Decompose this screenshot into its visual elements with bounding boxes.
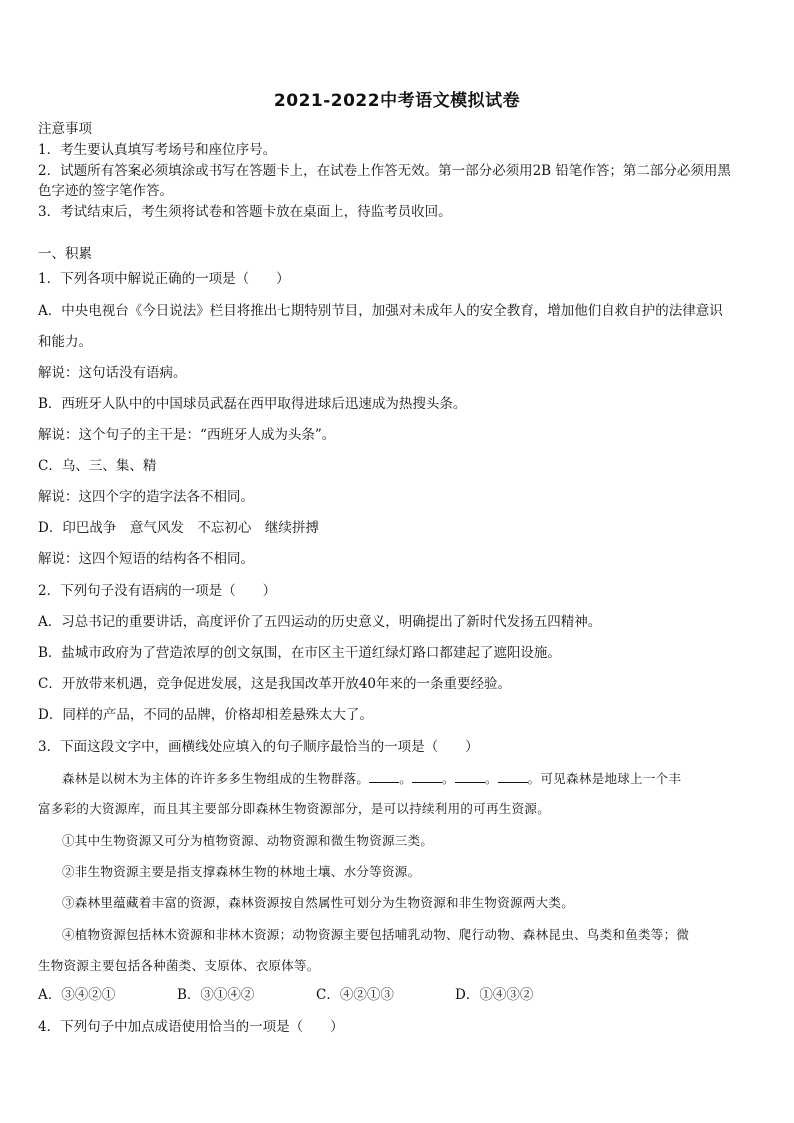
q1-option-d: D．印巴战争 意气风发 不忘初心 继续拼搏 (38, 520, 319, 536)
q2-option-c: C．开放带来机遇，竞争促进发展，这是我国改革开放40年来的一条重要经验。 (38, 676, 512, 692)
q3-passage-end: 。可见森林是地球上一个丰 (527, 771, 682, 786)
q1-explanation-b: 解说：这个句子的主干是：“西班牙人成为头条”。 (38, 427, 336, 443)
answer-blank-4 (498, 770, 528, 783)
notice-item-3: 3．考试结束后，考生须将试卷和答题卡放在桌面上，待监考员收回。 (38, 204, 452, 220)
q3-sentence-3: ③森林里蕴藏着丰富的资源，森林资源按自然属性可划分为生物资源和非生物资源两大类。 (62, 895, 575, 910)
q3-sentence-1: ①其中生物资源又可分为植物资源、动物资源和微生物资源三类。 (62, 833, 434, 848)
section-heading: 一、积累 (38, 246, 92, 262)
q3-separator: 。 (484, 771, 498, 786)
q1-option-a: A．中央电视台《今日说法》栏目将推出七期特别节目，加强对未成年人的安全教育，增加他们自救自护的法律意识 (38, 303, 723, 319)
q3-separator: 。 (442, 771, 455, 786)
q3-options (38, 986, 533, 1004)
q1-explanation-d: 解说：这四个短语的结构各不相同。 (38, 551, 254, 567)
q3-sentence-4: ④植物资源包括林木资源和非林木资源；动物资源主要包括哺乳动物、爬行动物、森林昆虫、鸟类和鱼类等；微 (62, 927, 690, 942)
answer-blank-3 (455, 770, 485, 783)
q1-option-b: B．西班牙人队中的中国球员武磊在西甲取得进球后迅速成为热搜头条。 (38, 396, 467, 412)
q3-sentence-2: ②非生物资源主要是指支撑森林生物的林地土壤、水分等资源。 (62, 864, 421, 879)
q3-passage-line-1 (62, 770, 681, 788)
q3-option-a: A．③④②① (38, 987, 116, 1003)
answer-blank-1 (369, 770, 399, 783)
q3-option-c: C．④②①③ (316, 987, 394, 1003)
q2-stem: 2．下列句子没有语病的一项是（ ） (38, 583, 277, 599)
q3-stem: 3．下面这段文字中，画横线处应填入的句子顺序最恰当的一项是（ ） (38, 739, 479, 755)
q1-explanation-c: 解说：这四个字的造字法各不相同。 (38, 489, 254, 505)
q2-option-d: D．同样的产品，不同的品牌，价格却相差悬殊太大了。 (38, 707, 373, 723)
notice-heading: 注意事项 (38, 121, 92, 137)
q2-option-a: A．习总书记的重要讲话，高度评价了五四运动的历史意义，明确提出了新时代发扬五四精神。 (38, 614, 602, 630)
answer-blank-2 (412, 770, 442, 783)
q1-option-a-cont: 和能力。 (38, 334, 92, 350)
q2-option-b: B．盐城市政府为了营造浓厚的创文氛围，在市区主干道红绿灯路口都建起了遮阳设施。 (38, 645, 561, 661)
page-title: 2021-2022中考语文模拟试卷 (273, 91, 521, 111)
q1-stem: 1．下列各项中解说正确的一项是（ ） (38, 271, 290, 287)
q3-passage-start: 森林是以树木为主体的许许多多生物组成的生物群落。 (62, 771, 370, 786)
q3-option-d: D．①④③② (455, 987, 534, 1003)
notice-item-1: 1．考生要认真填写考场号和座位序号。 (38, 142, 277, 158)
q1-option-c: C．乌、三、集、精 (38, 458, 157, 474)
notice-item-2-cont: 色字迹的签字笔作答。 (38, 183, 173, 199)
q3-option-b: B．③①④② (177, 987, 255, 1003)
q3-sentence-4-cont: 生物资源主要包括各种菌类、支原体、衣原体等。 (38, 958, 320, 973)
q3-separator: 。 (399, 771, 413, 786)
q1-explanation-a: 解说：这句话没有语病。 (38, 365, 187, 381)
q4-stem: 4．下列句子中加点成语使用恰当的一项是（ ） (38, 1019, 344, 1035)
notice-item-2: 2．试题所有答案必须填涂或书写在答题卡上，在试卷上作答无效。第一部分必须用2B 铅笔作答；第二部分必须用黑 (38, 163, 731, 179)
q3-passage-line-2: 富多彩的大资源库，而且其主要部分即森林生物资源部分，是可以持续利用的可再生资源。 (38, 801, 551, 816)
